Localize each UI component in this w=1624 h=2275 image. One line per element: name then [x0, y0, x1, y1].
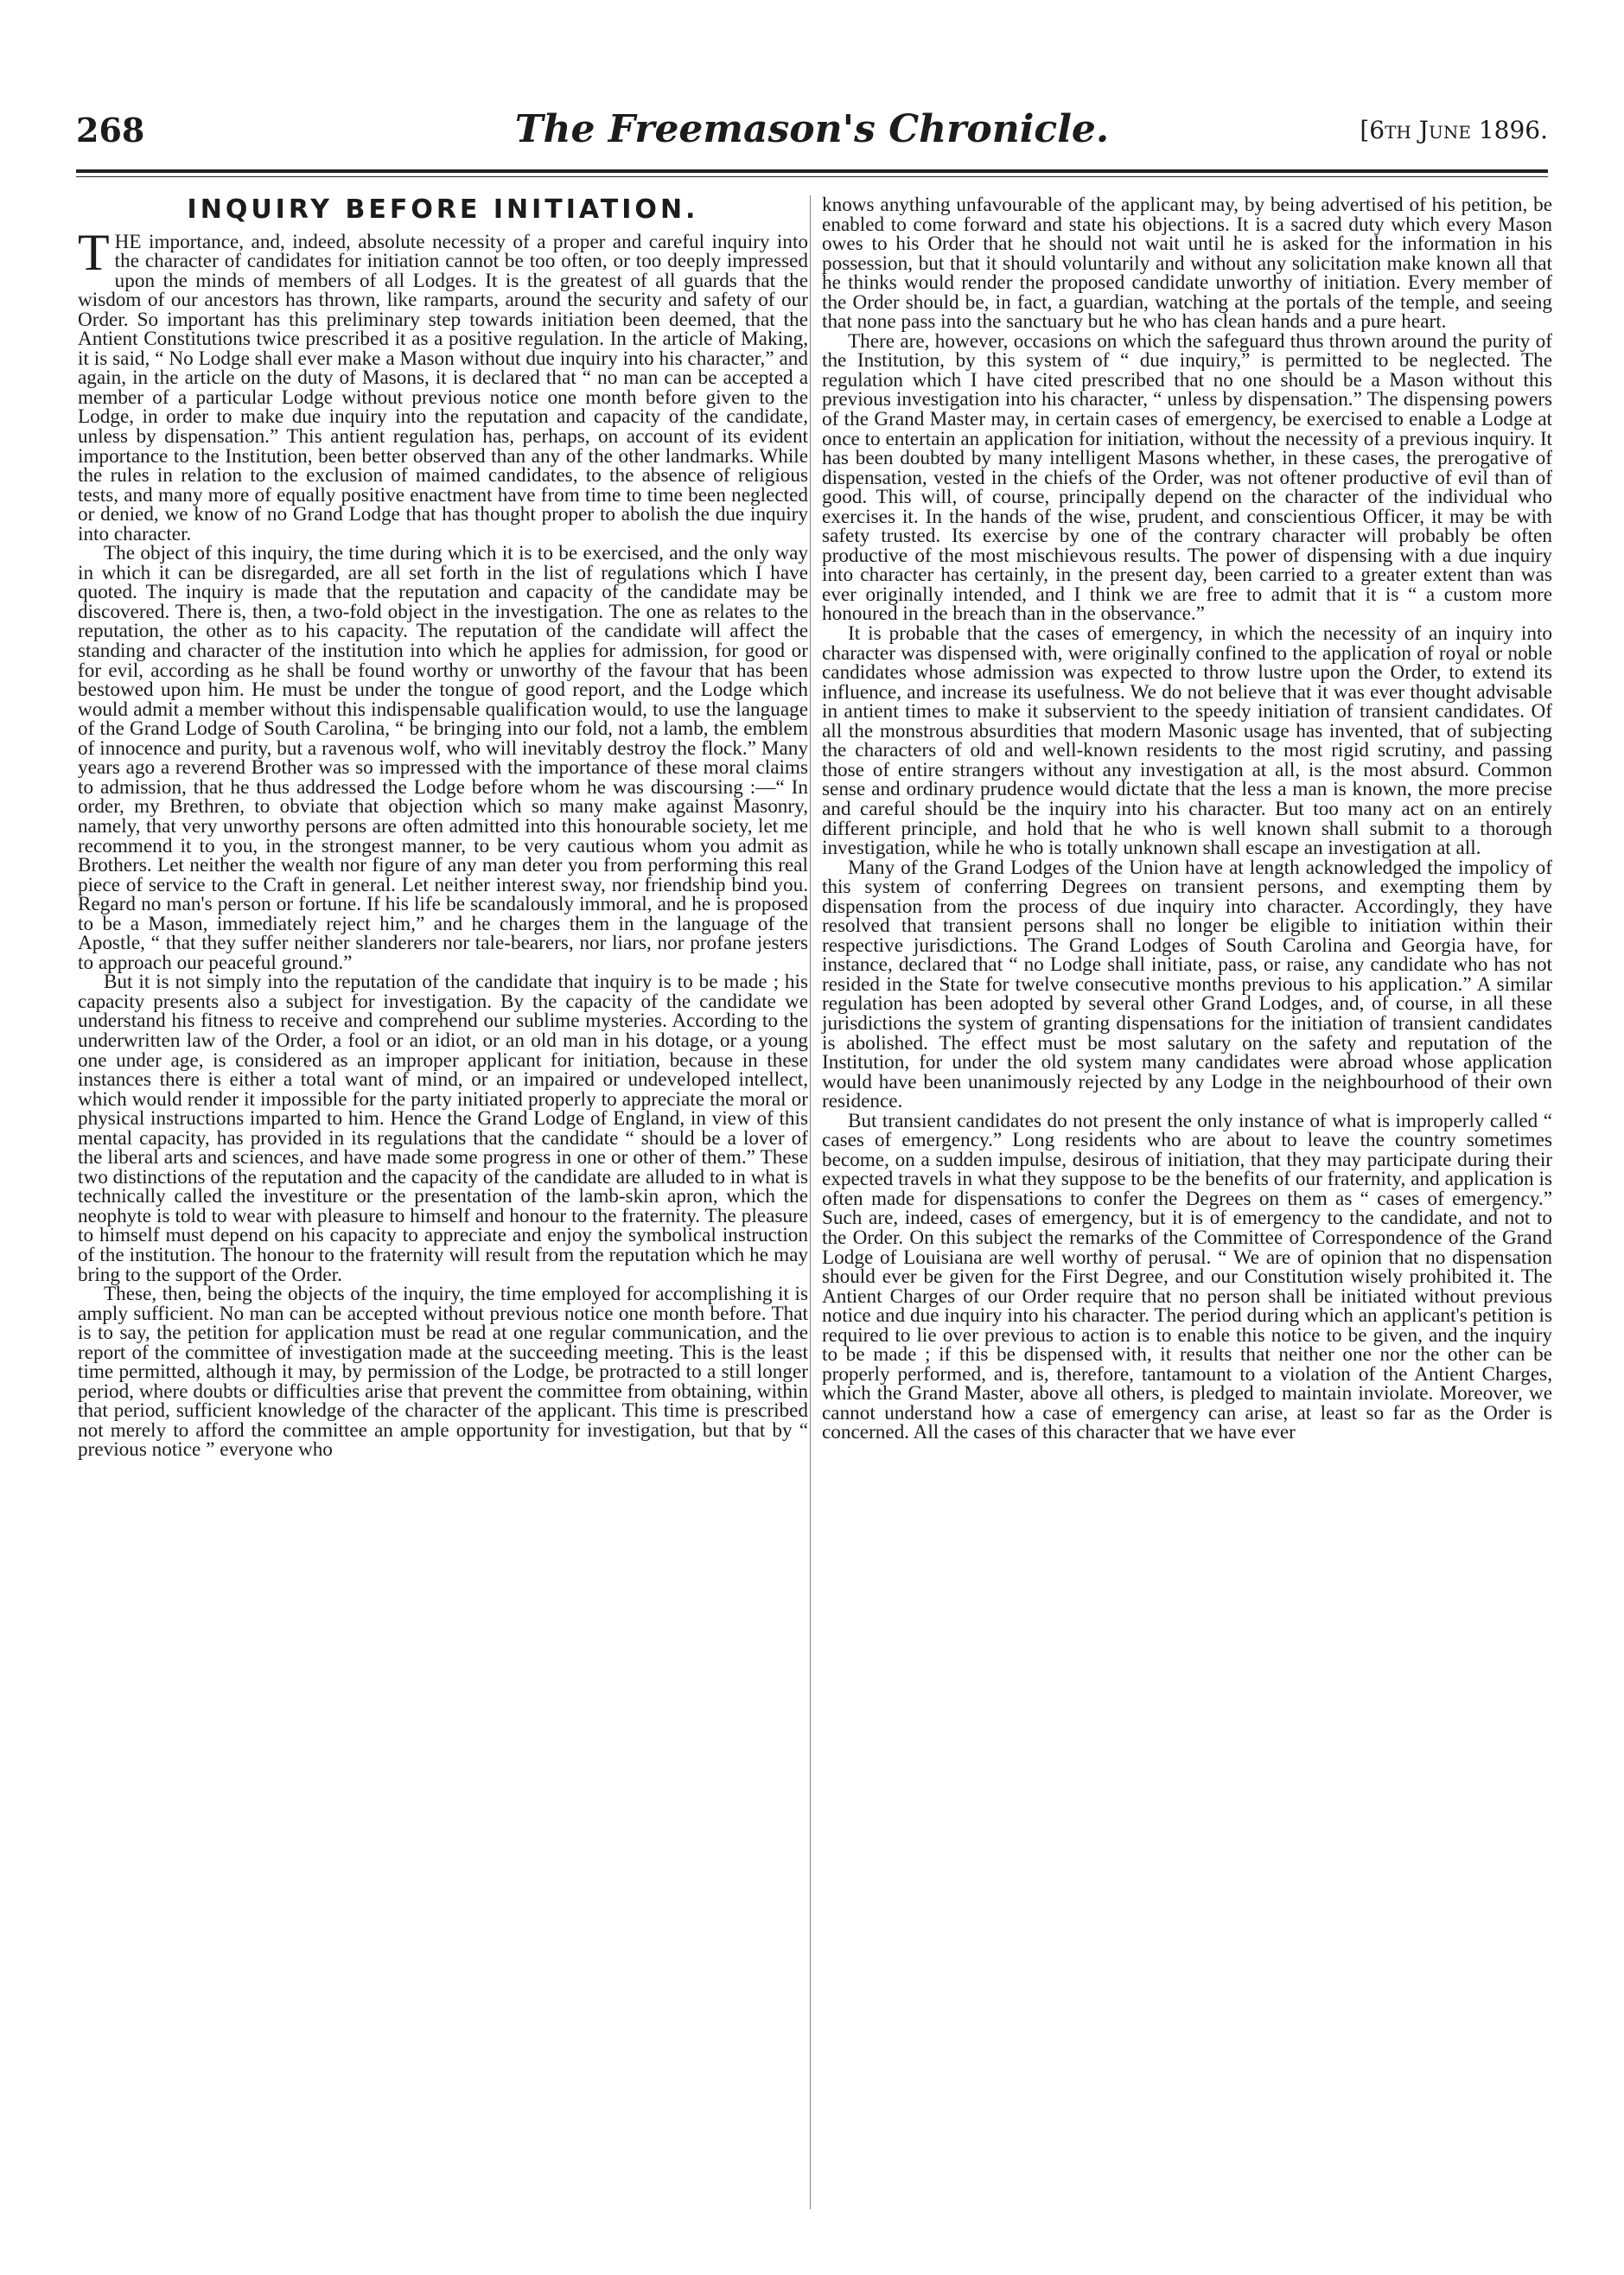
- header-rule-thick: [76, 169, 1548, 173]
- article-paragraph: [78, 223, 808, 545]
- issue-date: [6th June 1896.: [1360, 116, 1548, 144]
- article-paragraph: But it is not simply into the reputation of the candidate that inquiry is to be made ; his capacity presents also a subject for investigation. By the capacity of the candidate we understand his fitness to receive and comprehend our sublime mysteries. According to the underwritten law of the Order, a fool or an idiot, or an old man in his dotage, or a young one under age, is considered as an improper applicant for initiation, because in these instances there is either a total want of mind, or an impaired or undeveloped intellect, which would render it impossible for the party initiated properly to appreciate the moral or physical instructions imparted to him. Hence the Grand Lodge of England, in view of this mental capacity, has provided in its regulations that the candidate “ should be a lover of the liberal arts and sciences, and have made some progress in one or other of them.” These two distinctions of the reputation and the capacity of the candidate are alluded to in what is technically called the investiture or the presentation of the lamb-skin apron, which the neophyte is told to wear with pleasure to himself and honour to the fraternity. The pleasure to himself must depend on his capacity to appreciate and enjoy the symbolical instruction of the institution. The honour to the fraternity will result from the reputation which he may bring to the support of the Order.: [78, 971, 808, 1286]
- drop-cap: T: [78, 223, 110, 281]
- article-paragraph: knows anything unfavourable of the applicant may, by being advertised of his petition, be enabled to come forward and state his objections. It is a sacred duty which every Mason owes to his Order that he should not wait until he is asked for the information in his possession, but that it should voluntarily and without any solicitation make known all that he thinks would render the proposed candidate unworthy of initiation. Every member of the Order should be, in fact, a guardian, watching at the portals of the temple, and seeing that none pass into the sanctuary but he who has clean hands and a pure heart.: [822, 194, 1552, 334]
- publication-title: The Freemason's Chronicle.: [514, 107, 1110, 151]
- article-paragraph: Many of the Grand Lodges of the Union have at length acknowledged the impolicy of this system of conferring Degrees on transient persons, and exempting them by dispensation from the process of due inquiry into character. Accordingly, they have resolved that transient persons shall no longer be eligible to initiation within their respective jurisdictions. The Grand Lodges of South Carolina and Georgia have, for instance, declared that “ no Lodge shall initiate, pass, or raise, any candidate who has not resided in the State for twelve consecutive months previous to his application.” A similar regulation has been adopted by several other Grand Lodges, and, of course, in all these jurisdictions the system of granting dispensations for the initiation of transient candidates is abolished. The effect must be most salutary on the safety and reputation of the Institution, for under the old system many candidates were abroad whose application would have been unanimously rejected by any Lodge in the neighbourhood of their own residence.: [822, 856, 1552, 1113]
- article-paragraph: These, then, being the objects of the inquiry, the time employed for accomplishing it is amply sufficient. No man can be accepted without previous notice one month before. That is to say, the petition for application must be read at one regular communication, and the report of the committee of investigation made at the succeeding meeting. This is the least time permitted, although it may, by permission of the Lodge, be protracted to a still longer period, where doubts or difficulties arise that prevent the committee from obtaining, within that period, sufficient knowledge of the character of the applicant. This time is prescribed not merely to afford the committee an ample opportunity for investigation, but that by “ previous notice ” everyone who: [78, 1283, 808, 1462]
- page-number: 268: [76, 111, 145, 150]
- column-divider: [810, 195, 811, 2209]
- article-title: INQUIRY BEFORE INITIATION.: [187, 194, 699, 225]
- masthead: [76, 107, 1548, 164]
- article-paragraph: But transient candidates do not present the only instance of what is improperly called “ cases of emergency.” Long residents who are about to leave the country sometimes become, on a sudden impulse, desirous of initiation, that they may participate during their expected travels in what they suppose to be the benefits of our fraternity, and application is often made for dispensations to confer the Degrees on them as “ cases of emergency.” Such are, indeed, cases of emergency, but it is of emergency to the candidate, and not to the Order. On this subject the remarks of the Committee of Correspondence of the Grand Lodge of Louisiana are well worthy of perusal. “ We are of opinion that no dispensation should ever be given for the First Degree, and our Constitution wisely prohibited it. The Antient Charges of our Order require that no person shall be initiated without previous notice and due inquiry into his character. The period during which an applicant's petition is required to lie over previous to action is to enable this notice to be given, and the inquiry to be made ; if this be dispensed with, it results that neither one nor the other can be properly performed, and is, therefore, tantamount to a violation of the Antient Charges, which the Grand Master, above all others, is pledged to maintain inviolate. Moreover, we cannot understand how a case of emergency can arise, at least so far as the Order is concerned. All the cases of this character that we have ever: [822, 1109, 1552, 1444]
- paragraph-text: HE importance, and, indeed, absolute necessity of a proper and careful inquiry into the character of candidates for initiation cannot be too often, or too deeply impressed upon the minds of members of all Lodges. It is the greatest of all guards that the wisdom of our ancestors has thrown, like ramparts, around the security and safety of our Order. So important has this preliminary step towards initiation been deemed, that the Antient Constitutions twice prescribed it as a positive regulation. In the article of Making, it is said, “ No Lodge shall ever make a Mason without due inquiry into his character,” and again, in the article on the duty of Masons, it is declared that “ no man can be accepted a member of a particular Lodge without previous notice one month before given to the Lodge, in order to make due inquiry into the reputation and capacity of the candidate, unless by dispensation.” This antient regulation has, perhaps, on account of its evident importance to the Institution, been better observed than any of the other landmarks. While the rules in relation to the exclusion of maimed candidates, to the absence of religious tests, and many more of equally positive enactment have from time to time been neglected or denied, we know of no Grand Lodge that has thought proper to abolish the due inquiry into character.: [78, 230, 808, 545]
- column-left: [78, 195, 808, 1460]
- article-paragraph: There are, however, occasions on which the safeguard thus thrown around the purity of the Institution, by this system of “ due inquiry,” is permitted to be neglected. The regulation which I have cited prescribed that no one should be a Mason without this previous investigation into his character, “ unless by dispensation.” The dispensing powers of the Grand Master may, in certain cases of emergency, be exercised to enable a Lodge at once to entertain an application for initiation, without the necessity of a previous inquiry. It has been doubted by many intelligent Masons whether, in these cases, the prerogative of dispensation, vested in the chiefs of the Order, was not oftener productive of evil than of good. This will, of course, principally depend on the character of the individual who exercises it. In the hands of the wise, prudent, and conscientious Officer, it may be with safety trusted. Its exercise by one of the contrary character will probably be often productive of the most mischievous results. The power of dispensing with a due inquiry into character has certainly, in the present day, been carried to a greater extent than was ever originally intended, and I think we are free to admit that it is “ a custom more honoured in the breach than in the observance.”: [822, 329, 1552, 626]
- article-paragraph: The object of this inquiry, the time during which it is to be exercised, and the only way in which it can be disregarded, are all set forth in the list of regulations which I have quoted. The inquiry is made that the reputation and capacity of the candidate may be discovered. There is, then, a two-fold object in the investigation. The one as relates to the reputation, the other as to his capacity. The reputation of the candidate will affect the standing and character of the institution into which he applies for admission, for good or for evil, according as he shall be found worthy or unworthy of the favour that has been bestowed upon him. He must be under the tongue of good report, and the Lodge which would admit a member without this indispensable qualification would, to use the language of the Grand Lodge of South Carolina, “ be bringing into our fold, not a lamb, the emblem of innocence and purity, but a ravenous wolf, who will inevitably destroy the flock.” Many years ago a reverend Brother was so impressed with the importance of these moral claims to admission, that he thus addressed the Lodge before whom he was discoursing :—“ In order, my Brethren, to obviate that objection which so many make against Masonry, namely, that very unworthy persons are often admitted into this honourable society, let me recommend it to you, in the strongest manner, to be very cautious whom you admit as Brothers. Let neither the wealth nor figure of any man deter you from performing this real piece of service to the Craft in general. Let neither interest sway, nor friendship bind you. Regard no man's person or fortune. If his life be scandalously immoral, and he is proposed to be a Mason, immediately reject him,” and he charges them in the language of the Apostle, “ that they suffer neither slanderers nor tale-bearers, nor liars, nor profane jesters to approach our peaceful ground.”: [78, 542, 808, 974]
- header-rule-thin: [76, 176, 1548, 177]
- column-right: [822, 195, 1552, 1443]
- article-paragraph: It is probable that the cases of emergency, in which the necessity of an inquiry into character was dispensed with, were originally confined to the application of royal or noble candidates whose admission was expected to throw lustre upon the Order, to extend its influence, and increase its usefulness. We do not believe that it was ever thought advisable in antient times to make it subservient to the speedy initiation of transient candidates. Of all the monstrous absurdities that modern Masonic usage has invented, that of subjecting the characters of old and well-known residents to the most rigid scrutiny, and passing those of entire strangers without any investigation at all, is the most absurd. Common sense and ordinary prudence would dictate that the less a man is known, the more precise and careful should be the inquiry into his character. But too many act on an entirely different principle, and hold that he who is well known shall submit to a thorough investigation, while he who is totally unknown shall escape an investigation at all.: [822, 622, 1552, 860]
